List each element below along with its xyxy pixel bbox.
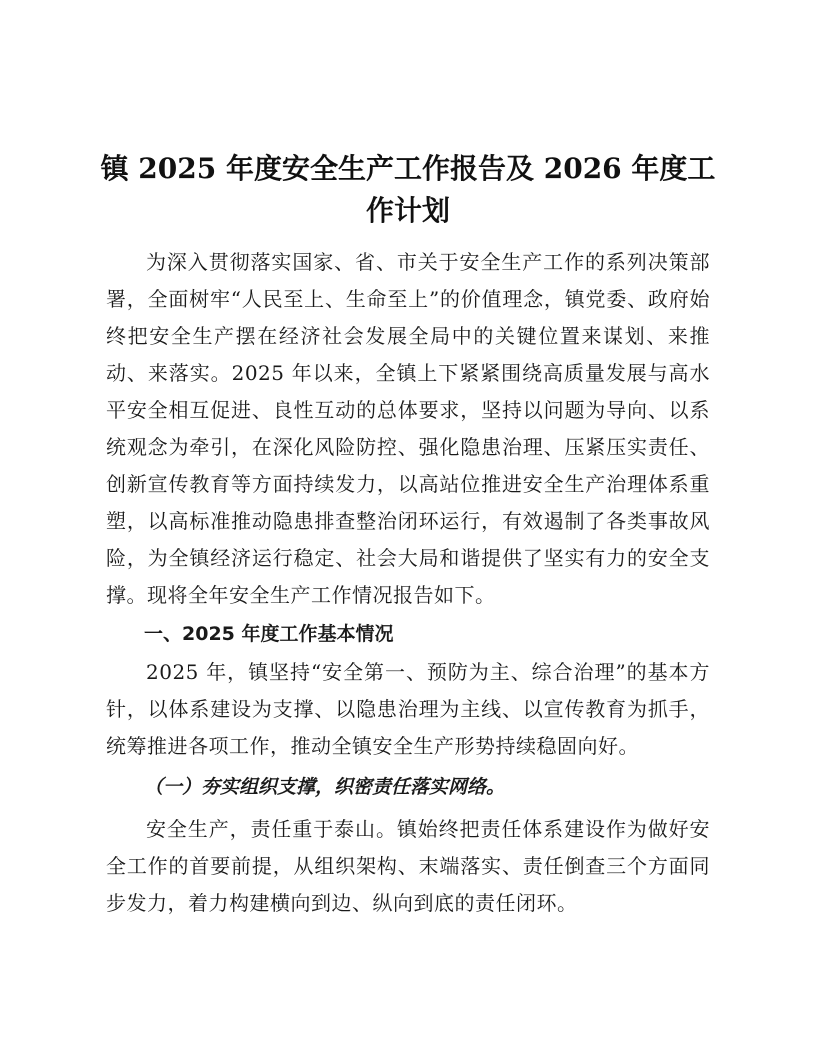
section-heading-1: 一、2025 年度工作基本情况 [144, 623, 394, 645]
section-1-paragraph: 2025 年，镇坚持“安全第一、预防为主、综合治理”的基本方针，以体系建设为支撑、以隐患治理为主线、以宣传教育为抓手，统筹推进各项工作，推动全镇安全生产形势持续稳固向好。 [106, 660, 710, 758]
subsection-1-paragraph: 安全生产，责任重于泰山。镇始终把责任体系建设作为做好安全工作的首要前提，从组织架构、末端落实、责任倒查三个方面同步发力，着力构建横向到边、纵向到底的责任闭环。 [106, 817, 710, 915]
intro-paragraph: 为深入贯彻落实国家、省、市关于安全生产工作的系列决策部署，全面树牢“人民至上、生命至上”的价值理念，镇党委、政府始终把安全生产摆在经济社会发展全局中的关键位置来谋划、来推动、来落实。2025 年以来，全镇上下紧紧围绕高质量发展与高水平安全相互促进、良性互动的总体要求，坚持以问题为导向、以系统观念为牵引，在深化风险防控、强化隐患治理、压紧压实责任、创新宣传教育等方面持续发力，以高站位推进安全生产治理体系重塑，以高标准推动隐患排查整治闭环运行，有效遏制了各类事故风险，为全镇经济运行稳定、社会大局和谐提供了坚实有力的安全支撑。现将全年安全生产工作情况报告如下。 [106, 250, 710, 607]
subsection-heading-1: （一）夯实组织支撑，织密责任落实网络。 [144, 776, 506, 798]
document-body [106, 244, 710, 922]
document-title: 镇 2025 年度安全生产工作报告及 2026 年度工作计划 [100, 152, 716, 227]
